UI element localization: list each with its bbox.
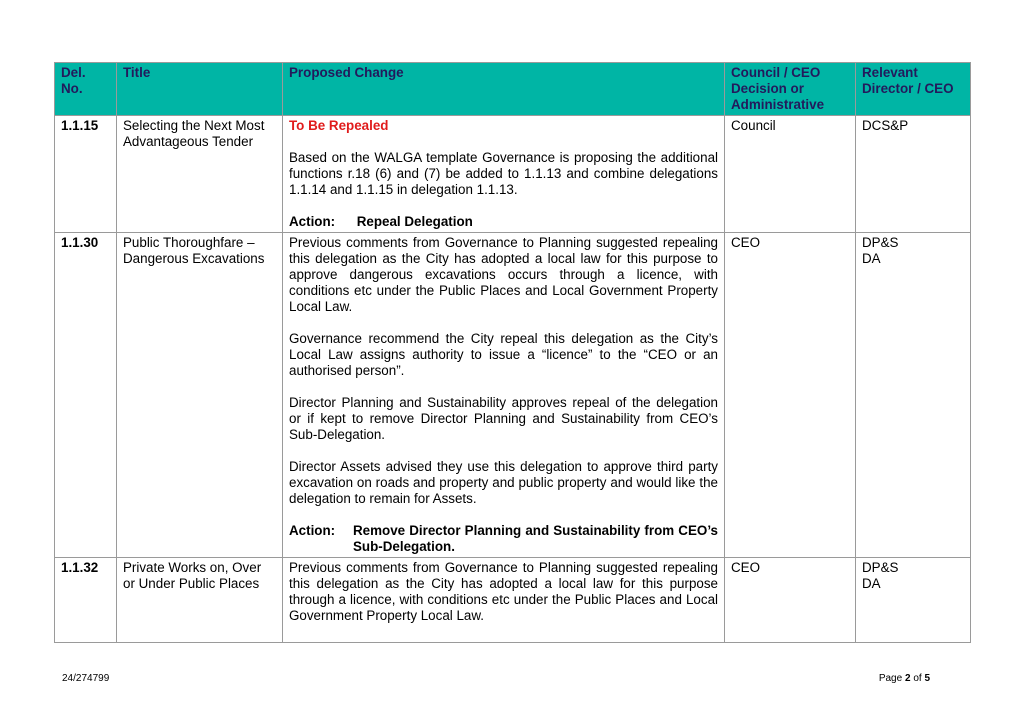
decision: CEO <box>725 558 856 643</box>
director-line: DP&S <box>862 560 899 575</box>
del-title: Selecting the Next Most Advantageous Tender <box>117 116 283 233</box>
status-label: To Be Repealed <box>289 118 389 133</box>
action-line <box>289 523 718 555</box>
page-current: 2 <box>904 673 911 684</box>
header-title: Title <box>117 63 283 116</box>
table-row <box>55 233 971 558</box>
change-paragraph: Governance recommend the City repeal this delegation as the City’s Local Law assigns authority to issue a “licence” to the “CEO or an authorised person”. <box>289 331 718 378</box>
director <box>856 233 971 558</box>
page-total: 5 <box>924 673 930 684</box>
director: DCS&P <box>856 116 971 233</box>
change-paragraph: Director Assets advised they use this delegation to approve third party excavation on roads and property and public property and would like the delegation to remain for Assets. <box>289 459 718 506</box>
director-line: DA <box>862 576 881 591</box>
header-del-no: Del. No. <box>55 63 117 116</box>
director-line: DA <box>862 251 881 266</box>
proposed-change <box>283 233 725 558</box>
table-row <box>55 116 971 233</box>
del-number: 1.1.32 <box>55 558 117 643</box>
page-number <box>879 673 930 684</box>
header-decision: Council / CEO Decision or Administrative <box>725 63 856 116</box>
proposed-change <box>283 558 725 643</box>
proposed-change <box>283 116 725 233</box>
change-paragraph: Based on the WALGA template Governance is proposing the additional functions r.18 (6) and (7) be added to 1.1.13 and combine delegations 1.1.14 and 1.1.15 in delegation 1.1.13. <box>289 150 718 197</box>
delegations-table <box>54 62 971 643</box>
del-title: Private Works on, Over or Under Public Places <box>117 558 283 643</box>
header-proposed-change: Proposed Change <box>283 63 725 116</box>
header-director: Relevant Director / CEO <box>856 63 971 116</box>
decision: Council <box>725 116 856 233</box>
action-line <box>289 214 718 230</box>
del-number: 1.1.15 <box>55 116 117 233</box>
page-prefix: Page <box>878 673 903 684</box>
table-row <box>55 558 971 643</box>
action-text: Remove Director Planning and Sustainability from CEO’s Sub-Delegation. <box>353 523 718 554</box>
document-reference: 24/274799 <box>62 673 110 684</box>
table-header-row <box>55 63 971 116</box>
decision: CEO <box>725 233 856 558</box>
del-number: 1.1.30 <box>55 233 117 558</box>
page-of: of <box>913 673 922 684</box>
change-paragraph: Director Planning and Sustainability approves repeal of the delegation or if kept to remove Director Planning and Sustainability from CEO’s Sub-Delegation. <box>289 395 718 442</box>
change-paragraph: Previous comments from Governance to Planning suggested repealing this delegation as the City has adopted a local law for this purpose through a licence, with conditions etc under the Public Places and Local Government Property Local Law. <box>289 560 718 623</box>
action-label: Action: <box>289 214 336 229</box>
director-line: DP&S <box>862 235 899 250</box>
director <box>856 558 971 643</box>
del-title: Public Thoroughfare – Dangerous Excavations <box>117 233 283 558</box>
action-label: Action: <box>289 523 336 538</box>
action-text: Repeal Delegation <box>356 214 473 229</box>
change-paragraph: Previous comments from Governance to Planning suggested repealing this delegation as the City has adopted a local law for this purpose to approve dangerous excavations occurs through a licence, with conditions etc under the Public Places and Local Government Property Local Law. <box>289 235 718 314</box>
